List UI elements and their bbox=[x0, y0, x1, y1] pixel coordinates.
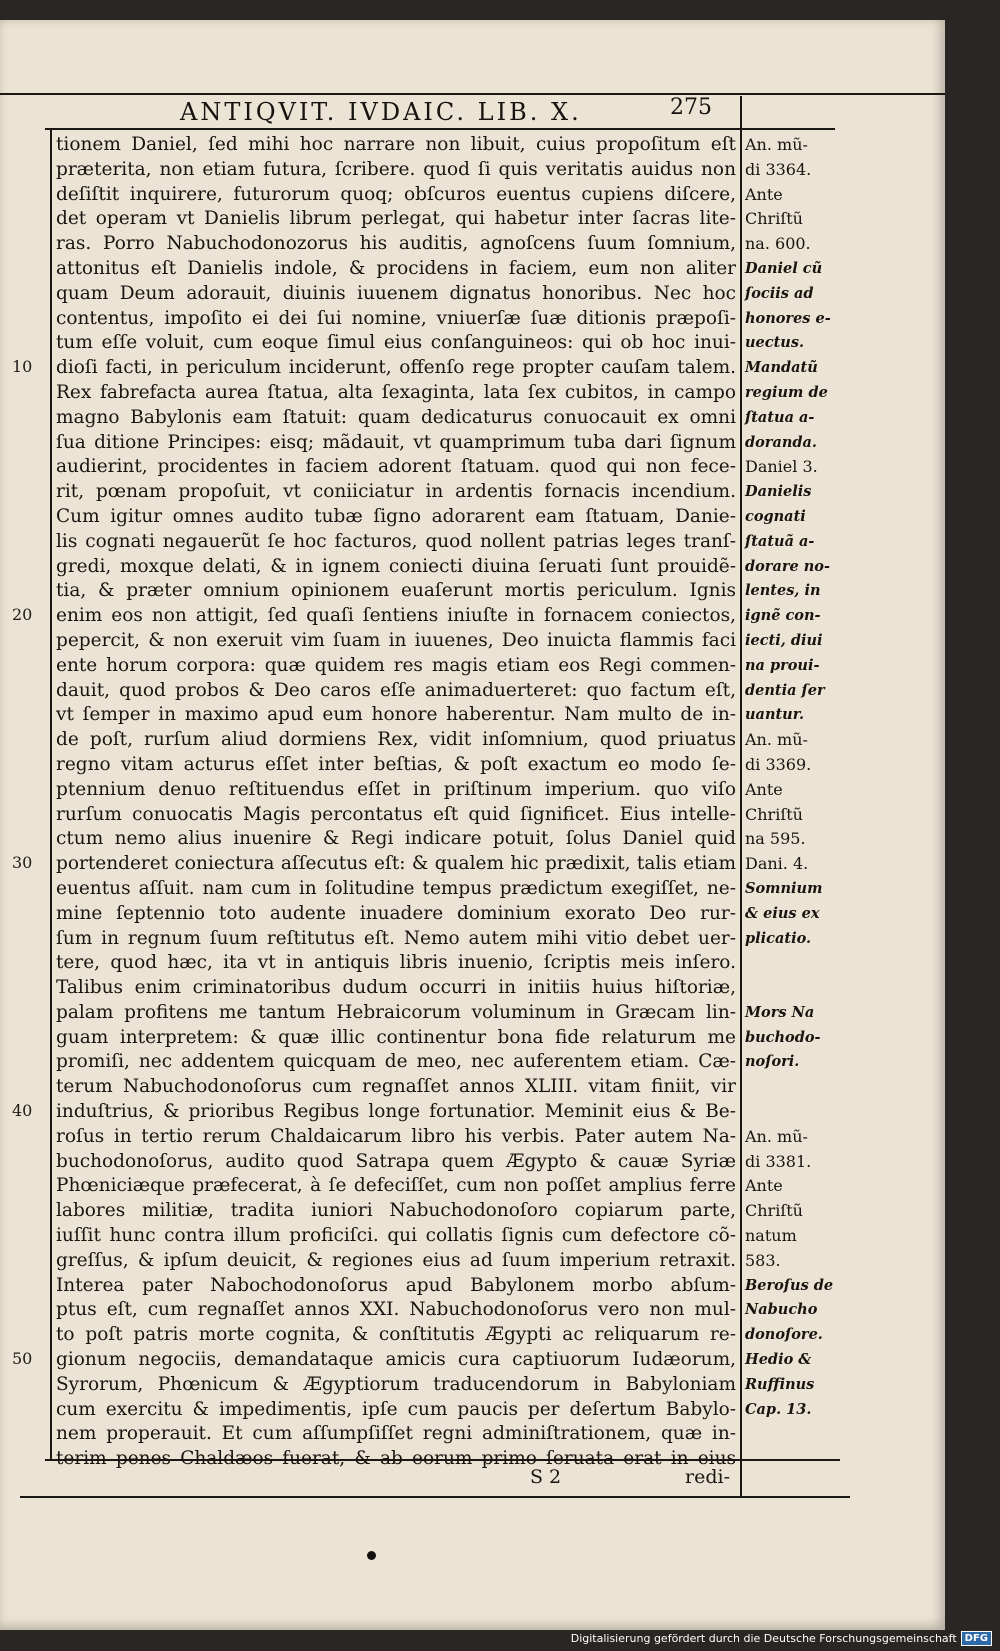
text-line: regno vitam acturus eſſet inter beſtias, & poſt exactum eo modo ſe- bbox=[56, 753, 736, 775]
margin-note-line bbox=[745, 1100, 835, 1125]
digitization-credit bbox=[571, 1629, 992, 1647]
margin-note-line: 583. bbox=[745, 1250, 781, 1270]
margin-note-line: Chriſtũ bbox=[745, 209, 803, 229]
line-number: 10 bbox=[12, 357, 33, 376]
line-number: 50 bbox=[12, 1349, 33, 1368]
text-line: audierint, procidentes in faciem adorent ſtatuam. quod qui non fece- bbox=[56, 456, 736, 478]
line-number: 40 bbox=[12, 1101, 33, 1120]
margin-note-line: honores e- bbox=[745, 309, 831, 327]
text-line: ras. Porro Nabuchodonozorus his auditis, agnoſcens ſuum ſomnium, bbox=[56, 233, 736, 255]
margin-note-line: na 595. bbox=[745, 829, 806, 849]
margin-note-line: Hedio & bbox=[745, 1351, 812, 1369]
text-line: quam Deum adorauit, diuinis iuuenem dignatus honoribus. Nec hoc bbox=[56, 282, 736, 304]
footer-rule bbox=[20, 1496, 850, 1498]
margin-note-line: Ante bbox=[745, 184, 783, 204]
margin-note-line: regium de bbox=[745, 383, 828, 401]
text-line: vt ſemper in maximo apud eum honore haberentur. Nam multo de in- bbox=[56, 704, 736, 726]
margin-note-line: iecti, diui bbox=[745, 631, 823, 649]
header-rule bbox=[45, 128, 835, 130]
text-line: contentus, impoſito ei dei ſui nomine, vniuerſæ ſuæ ditionis præpoſi- bbox=[56, 307, 736, 329]
text-line: Cum igitur omnes audito tubæ ſigno adorarent eam ſtatuam, Danie- bbox=[56, 505, 736, 527]
margin-note-line: dentia ſer bbox=[745, 681, 825, 699]
text-line: Interea pater Nabochodonoſorus apud Babylonem morbo abſum- bbox=[56, 1274, 736, 1296]
text-line: enim eos non attigit, ſed quaſi ſentiens iniuſte in fornacem coniectos, bbox=[56, 605, 736, 627]
text-line: terim penes Chaldæos fuerat, & ab eorum primo ſeruata erat in eius bbox=[56, 1448, 736, 1470]
text-line: ptennium denuo reſtituendus eſſet in priſtinum imperium. quo viſo bbox=[56, 778, 736, 800]
margin-note-line: An. mũ- bbox=[745, 730, 808, 750]
text-line: portenderet coniectura aſſecutus eſt: & qualem hic prædixit, talis etiam bbox=[56, 853, 736, 875]
margin-note-line: ſtatua a- bbox=[745, 408, 815, 426]
page-dot bbox=[367, 1551, 376, 1560]
margin-note-line: Ante bbox=[745, 1176, 783, 1196]
text-line: Phœniciæque præfecerat, à ſe defeciſſet, cum non poſſet amplius ferre bbox=[56, 1175, 736, 1197]
margin-note-line: Dani. 4. bbox=[745, 854, 809, 874]
margin-note-line: Mandatũ bbox=[745, 359, 818, 377]
text-line: terum Nabuchodonoſorus cum regnaſſet annos XLIII. vitam finiit, vir bbox=[56, 1076, 736, 1098]
margin-note-line: noſori. bbox=[745, 1053, 800, 1071]
margin-note-line: donoſore. bbox=[745, 1326, 823, 1344]
margin-note-line: di 3364. bbox=[745, 159, 812, 179]
text-line: euentus aſſuit. nam cum in ſolitudine tempus prædictum exegiſſet, ne- bbox=[56, 877, 736, 899]
line-number: 20 bbox=[12, 605, 33, 624]
line-number: 30 bbox=[12, 853, 33, 872]
text-line: ctum nemo alius inuenire & Regi indicare potuit, ſolus Daniel quid bbox=[56, 828, 736, 850]
text-line: nem properauit. Et cum aſſumpſiſſet regni adminiſtrationem, quæ in- bbox=[56, 1423, 736, 1445]
margin-note-line: Danielis bbox=[745, 483, 812, 501]
text-line: rit, pœnam propoſuit, vt coniiciatur in ardentis fornacis incendium. bbox=[56, 481, 736, 503]
text-line: tionem Daniel, ſed mihi hoc narrare non libuit, cuius propoſitum eſt bbox=[56, 134, 736, 155]
text-line: roſus in tertio rerum Chaldaicarum libro his verbis. Pater autem Na- bbox=[56, 1125, 736, 1147]
margin-note-line: ſtatuã a- bbox=[745, 532, 815, 550]
margin-note-line: plicatio. bbox=[745, 929, 812, 947]
margin-note-line bbox=[745, 951, 835, 976]
margin-note-line: di 3369. bbox=[745, 754, 812, 774]
text-line: de poſt, rurſum aliud dormiens Rex, vidit inſomnium, quod priuatus bbox=[56, 729, 736, 751]
margin-note-line: Cap. 13. bbox=[745, 1400, 812, 1418]
text-line: ptus eſt, cum regnaſſet annos XXI. Nabuchodonoſorus vero non mul- bbox=[56, 1299, 736, 1321]
margin-note-line: Chriſtũ bbox=[745, 1201, 803, 1221]
text-line: tia, & præter omnium opinionem euaſerunt mortis periculum. Ignis bbox=[56, 580, 736, 602]
page-footer bbox=[530, 1466, 760, 1496]
text-line: Syrorum, Phœnicum & Ægyptiorum traducendorum in Babyloniam bbox=[56, 1373, 736, 1395]
text-line: Talibus enim criminatoribus dudum occurri in initiis huius hiſtoriæ, bbox=[56, 977, 736, 999]
text-line: præterita, non etiam futura, ſcribere. quod ſi quis veritatis auidus non bbox=[56, 158, 736, 180]
text-line: attonitus eſt Danielis indole, & procidens in faciem, eum non aliter bbox=[56, 257, 736, 279]
margin-note-line: Mors Na bbox=[745, 1003, 815, 1021]
running-header bbox=[180, 95, 740, 126]
margin-note-line: dorare no- bbox=[745, 557, 830, 575]
top-rule bbox=[0, 93, 945, 95]
margin-note-line: Daniel cũ bbox=[745, 259, 823, 277]
margin-note-line: Daniel 3. bbox=[745, 457, 818, 477]
margin-note-line: ignẽ con- bbox=[745, 607, 821, 625]
margin-note-line bbox=[745, 976, 835, 1001]
text-line: greſſus, & ipſum deuicit, & regiones eius ad ſuum imperium retraxit. bbox=[56, 1249, 736, 1271]
margin-note-line: Chriſtũ bbox=[745, 804, 803, 824]
text-line: tum eſſe voluit, cum eoque ſimul eius conſanguineos: qui ob hoc inui- bbox=[56, 332, 736, 354]
signature-mark: S 2 bbox=[530, 1466, 562, 1488]
text-line: promiſi, nec addentem quicquam de meo, nec auferentem etiam. Cæ- bbox=[56, 1051, 736, 1073]
margin-note-line: Ante bbox=[745, 779, 783, 799]
text-line: tere, quod hæc, ita vt in antiquis libris inuenio, ſcriptis meis inſero. bbox=[56, 952, 736, 974]
text-line: Rex fabrefacta aurea ſtatua, alta ſexaginta, lata ſex cubitos, in campo bbox=[56, 381, 736, 403]
margin-note-line: na. 600. bbox=[745, 234, 811, 254]
text-line: palam profitens me tantum Hebraicorum voluminum in Græcam lin- bbox=[56, 1001, 736, 1023]
text-line: rurſum conuocatis Magis percontatus eſt quid ſignificet. Eius intelle- bbox=[56, 803, 736, 825]
margin-note-line: uectus. bbox=[745, 334, 805, 352]
margin-note-line: Somnium bbox=[745, 879, 823, 897]
text-line: to poſt patris morte cognita, & conſtitutis Ægypti ac reliquarum re- bbox=[56, 1324, 736, 1346]
text-line: dioſi facti, in periculum inciderunt, offenſo rege propter cauſam talem. bbox=[56, 357, 736, 379]
margin-note-line: na proui- bbox=[745, 656, 820, 674]
text-line: buchodonoſorus, audito quod Satrapa quem Ægypto & cauæ Syriæ bbox=[56, 1150, 736, 1172]
text-line: guam interpretem: & quæ illic continentur bona fide relaturum me bbox=[56, 1026, 736, 1048]
margin-note-line: natum bbox=[745, 1226, 797, 1246]
folio-number: 275 bbox=[670, 95, 712, 120]
margin-note-line: uantur. bbox=[745, 706, 805, 724]
margin-note-line: di 3381. bbox=[745, 1151, 812, 1171]
text-line: gionum negociis, demandataque amicis cura captiuorum Iudæorum, bbox=[56, 1349, 736, 1371]
margin-note-line: Ruffinus bbox=[745, 1375, 815, 1393]
margin-note-line bbox=[745, 1075, 835, 1100]
catchword: redi- bbox=[685, 1466, 730, 1488]
text-line: labores militiæ, tradita iuniori Nabuchodonoſoro copiarum parte, bbox=[56, 1200, 736, 1222]
header-title: ANTIQVIT. IVDAIC. LIB. X. bbox=[180, 98, 582, 126]
margin-note-line: ſociis ad bbox=[745, 284, 814, 302]
text-line: ente horum corpora: quæ quidem res magis etiam eos Regi commen- bbox=[56, 654, 736, 676]
text-line: det operam vt Danielis librum perlegat, qui habetur inter ſacras lite- bbox=[56, 208, 736, 230]
credit-text: Digitalisierung gefördert durch die Deutsche Forschungsgemeinschaft bbox=[570, 1631, 957, 1645]
text-line: deſiſtit inquirere, futurorum quoq; obſcuros euentus cupiens diſcere, bbox=[56, 183, 736, 205]
margin-note-line: Beroſus de bbox=[745, 1276, 834, 1294]
margin-note-line: Nabucho bbox=[745, 1301, 818, 1319]
text-line: gredi, moxque delati, & in ignem coniecti diuina ſeruati ſunt prouidẽ- bbox=[56, 555, 736, 577]
margin-note-line: buchodo- bbox=[745, 1028, 821, 1046]
main-text-column bbox=[56, 133, 736, 1472]
text-line: iuſſit hunc contra illum proficiſci. qui collatis ſignis cum defectore cõ- bbox=[56, 1225, 736, 1247]
text-line: ſua ditione Principes: eisq; mãdauit, vt quamprimum tuba dari ſignum bbox=[56, 431, 736, 453]
marginal-notes bbox=[745, 133, 835, 1422]
dfg-logo: DFG bbox=[961, 1631, 992, 1646]
margin-note-line: An. mũ- bbox=[745, 135, 808, 154]
text-line: cum exercitu & impedimentis, ipſe cum paucis per deſertum Babylo- bbox=[56, 1398, 736, 1420]
text-line: induſtrius, & prioribus Regibus longe fortunatior. Meminit eius & Be- bbox=[56, 1101, 736, 1123]
text-line: mine ſeptennio toto audente inuadere dominium exorato Deo rur- bbox=[56, 902, 736, 924]
left-text-border bbox=[50, 130, 52, 1460]
margin-divider bbox=[740, 96, 742, 1496]
margin-note-line: lentes, in bbox=[745, 582, 821, 600]
margin-note-line: An. mũ- bbox=[745, 1126, 808, 1146]
margin-note-line: doranda. bbox=[745, 433, 817, 451]
text-line: magno Babylonis eam ſtatuit: quam dedicaturus conuocauit ex omni bbox=[56, 406, 736, 428]
text-line: lis cognati negauerũt ſe hoc facturos, quod nollent patrias leges tranſ- bbox=[56, 530, 736, 552]
text-line: pepercit, & non exeruit vim ſuam in iuuenes, Deo inuicta flammis faci bbox=[56, 629, 736, 651]
text-line: ſum in regnum ſuum reſtitutus eſt. Nemo autem mihi vitio debet uer- bbox=[56, 927, 736, 949]
text-line: dauit, quod probos & Deo caros eſſe animaduerteret: quo factum eſt, bbox=[56, 679, 736, 701]
margin-note-line: cognati bbox=[745, 507, 806, 525]
margin-note-line: & eius ex bbox=[745, 904, 820, 922]
